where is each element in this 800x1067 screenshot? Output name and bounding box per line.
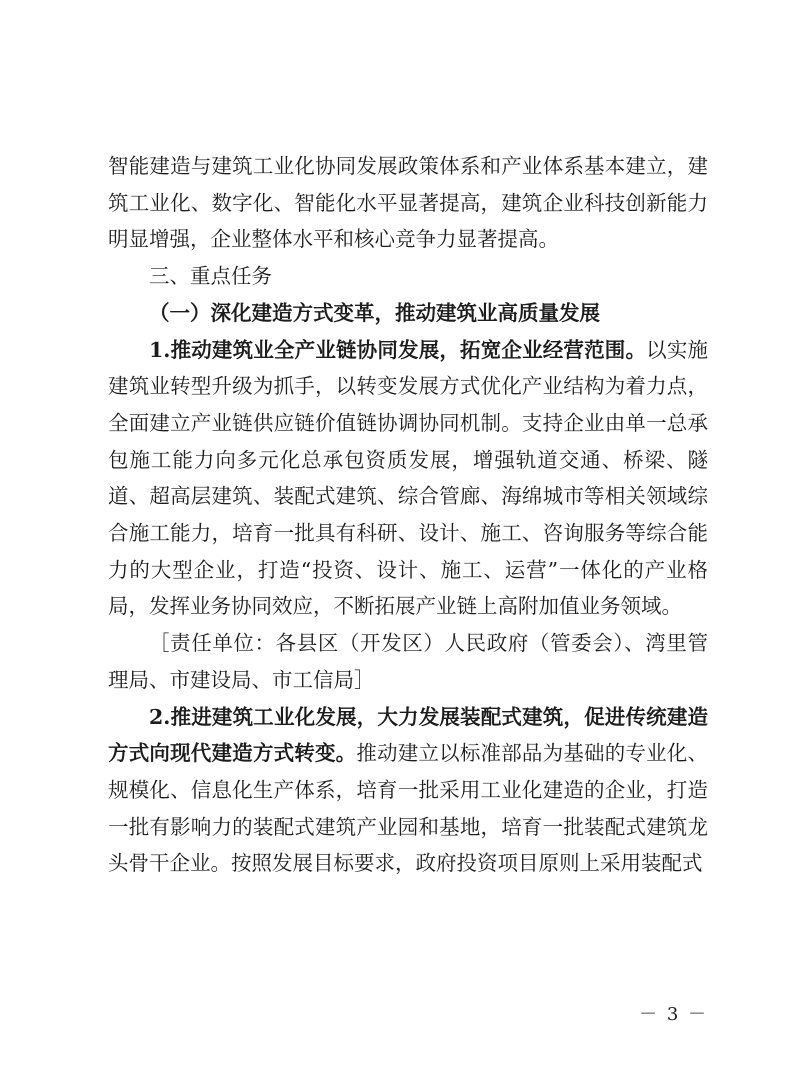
page-number: － 3 － [639,1004,708,1025]
item-1-responsibility: ［责任单位：各县区（开发区）人民政府（管委会）、湾里管理局、市建设局、市工信局］ [108,631,708,692]
item-1-body: 以实施建筑业转型升级为抓手，以转变发展方式优化产业结构为着力点，全面建立产业链供应链价值链协调协同机制。支持企业由单一总承包施工能力向多元化总承包资质发展，增强轨道交通、桥梁、隧道、超高层建筑、装配式建筑、综合管廊、海绵城市等相关领域综合施工能力，培育一批具有科研、设计、施工、咨询服务等综合能力的大型企业，打造“投资、设计、施工、运营”一体化的产业格局，发挥业务协同效应，不断拓展产业链上高附加值业务领域。 [108,337,708,619]
document-body [108,148,708,882]
item-2-lead: 2.推进建筑工业化发展，大力发展装配式建筑，促进传统建造方式向现代建造方式转变。 [108,704,708,766]
item-1-paragraph [108,332,708,626]
subsection-heading: （一）深化建造方式变革，推动建筑业高质量发展 [149,300,600,325]
intro-paragraph: 智能建造与建筑工业化协同发展政策体系和产业体系基本建立，建筑工业化、数字化、智能化水平显著提高，建筑企业科技创新能力明显增强，企业整体水平和核心竞争力显著提高。 [108,154,708,252]
section-heading: 三、重点任务 [149,264,272,289]
item-2-body: 推动建立以标准部品为基础的专业化、规模化、信息化生产体系，培育一批采用工业化建造的企业，打造一批有影响力的装配式建筑产业园和基地，培育一批装配式建筑龙头骨干企业。按照发展目标要求，政府投资项目原则上采用装配式 [108,741,709,876]
item-2-paragraph [108,699,708,883]
item-1-lead: 1.推动建筑业全产业链协同发展，拓宽企业经营范围。 [149,337,647,362]
